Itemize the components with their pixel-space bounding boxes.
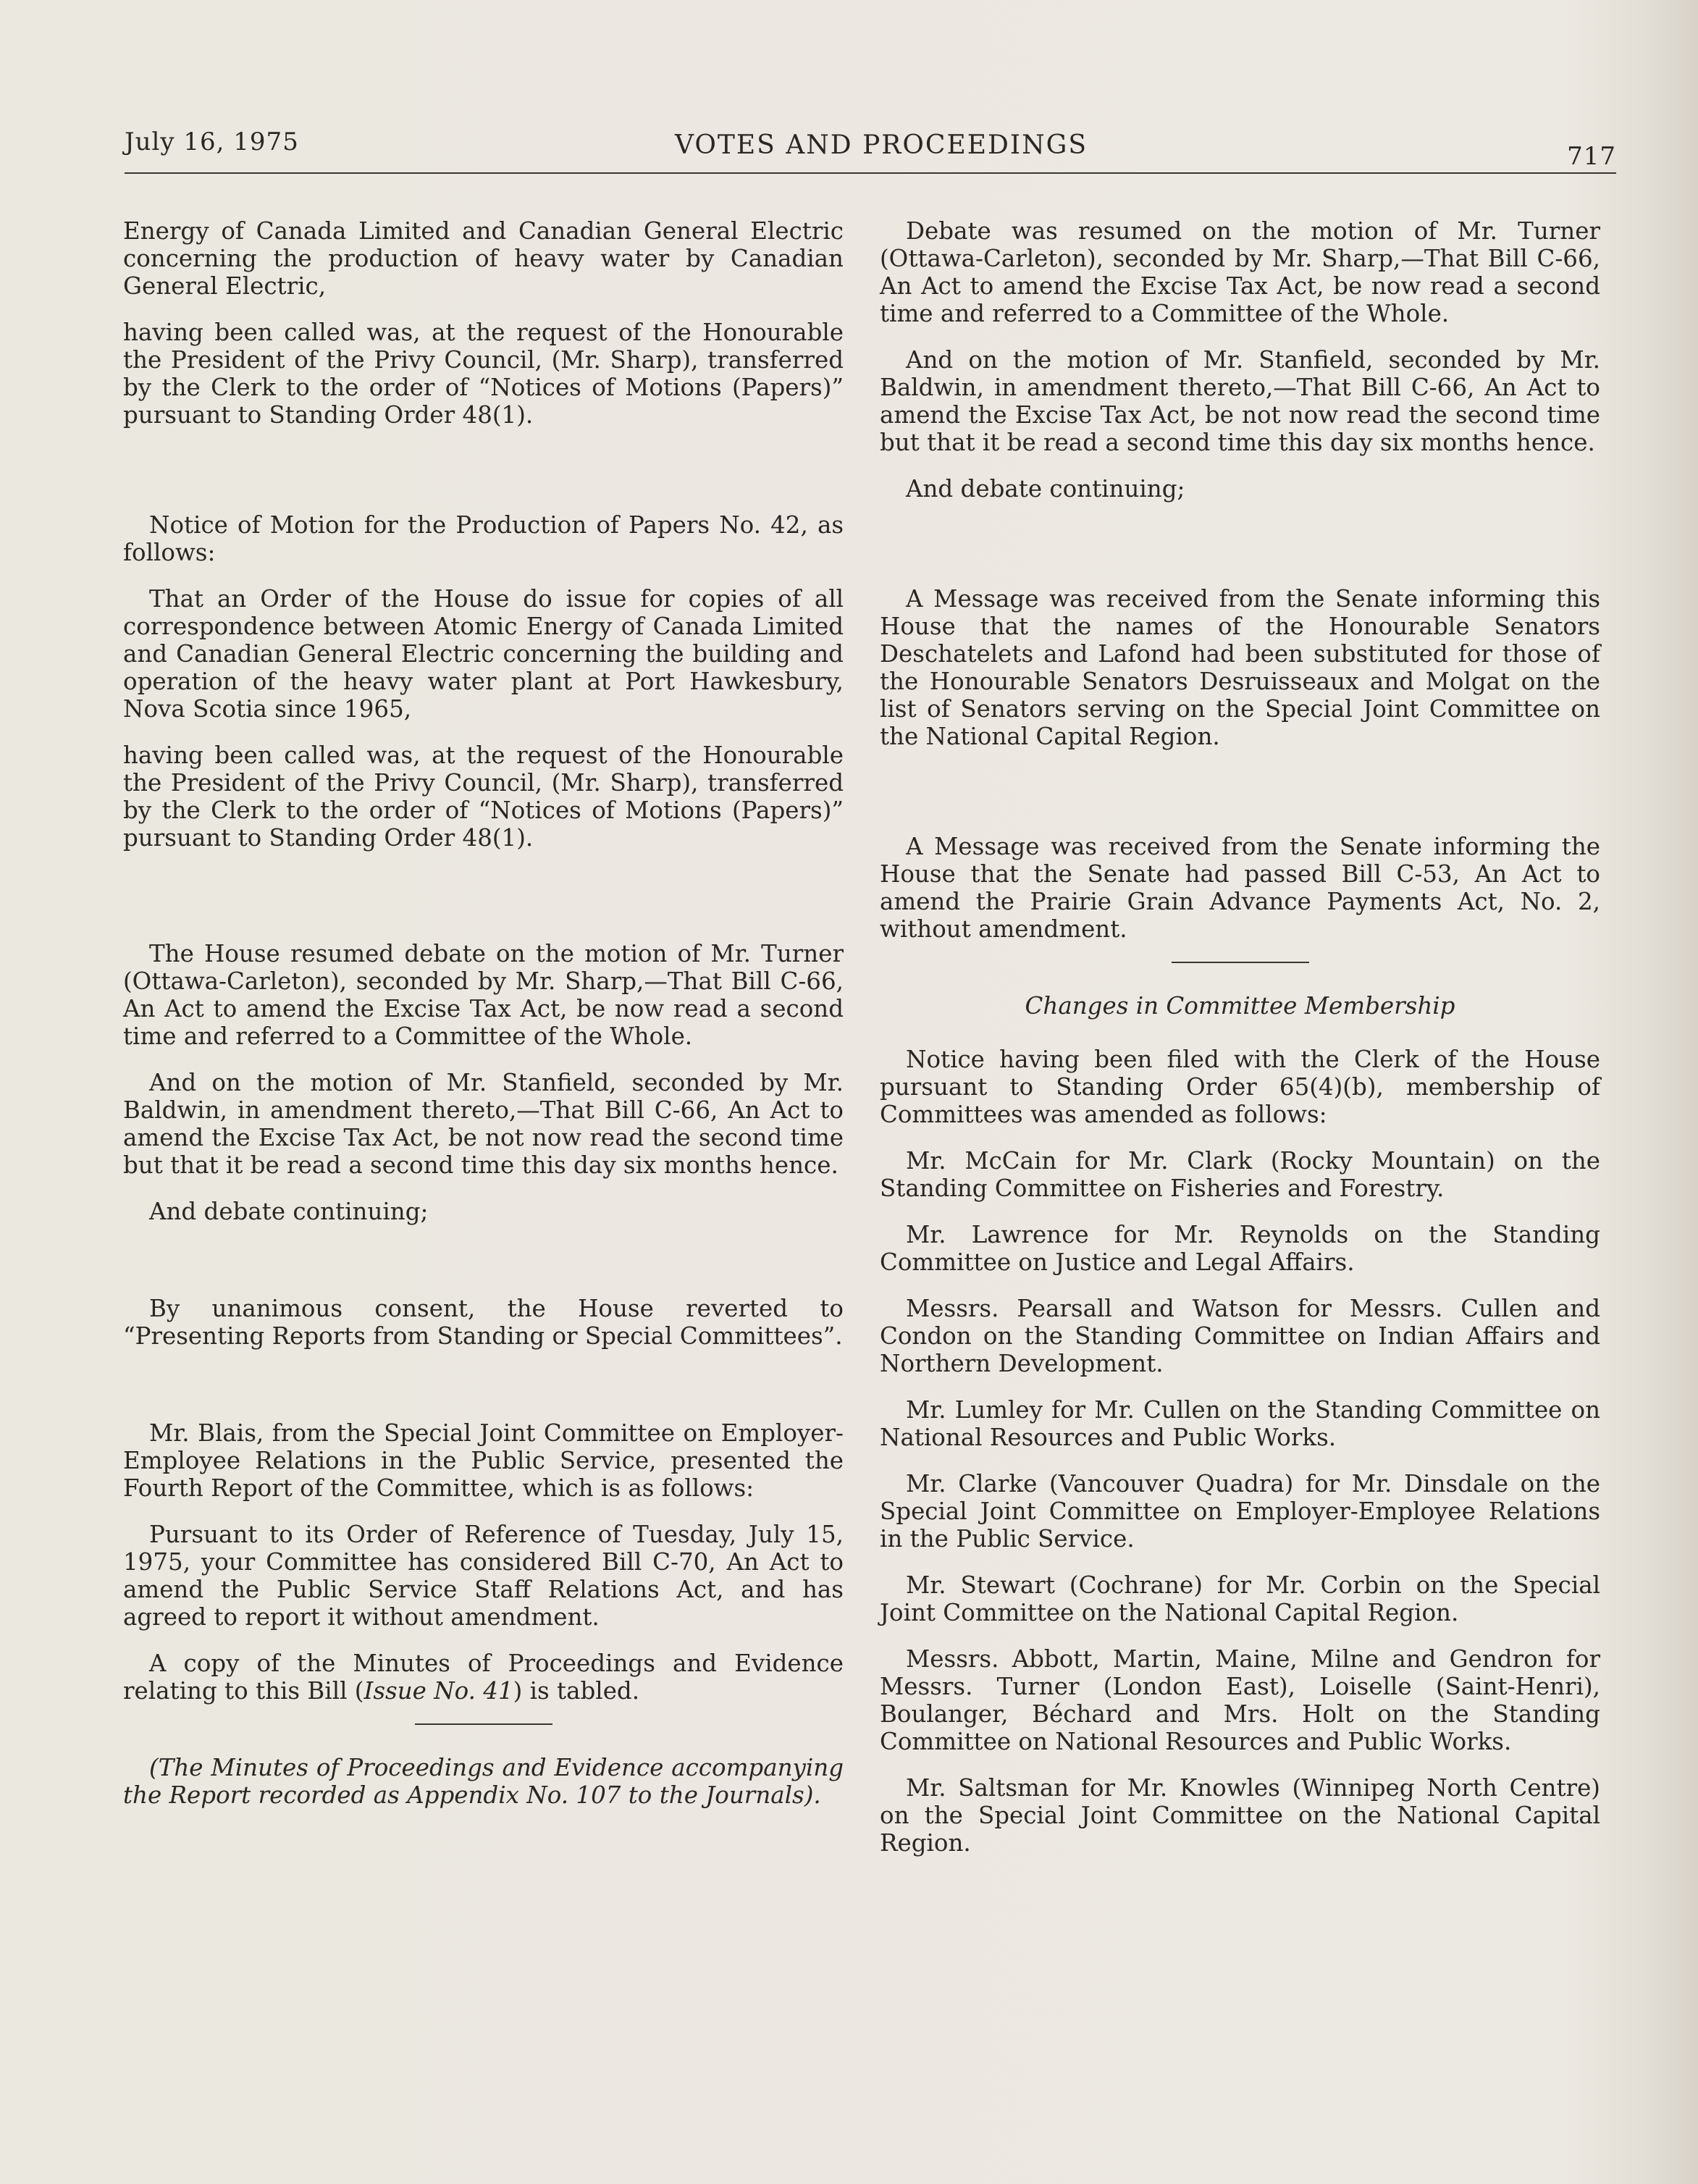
- paragraph: Mr. McCain for Mr. Clark (Rocky Mountain) on the Standing Committee on Fisheries and Forestry.: [880, 1147, 1600, 1202]
- paragraph: And on the motion of Mr. Stanfield, seconded by Mr. Baldwin, in amendment thereto,—That Bill C-66, An Act to amend the Excise Tax Act, be not now read the second time but that it be read a second time this day six months hence.: [123, 1069, 844, 1179]
- paragraph: And debate continuing;: [149, 1198, 429, 1225]
- paragraph: [123, 1650, 844, 1705]
- text-span: A copy of the Minutes of Proceedings and Evidence relating to this Bill (: [123, 1650, 844, 1705]
- paragraph: (The Minutes of Proceedings and Evidence accompanying the Report recorded as Appendix No. 107 to the Journals).: [123, 1754, 844, 1809]
- page-number: 717: [1567, 142, 1616, 171]
- section-divider: [1172, 962, 1309, 963]
- paragraph: By unanimous consent, the House reverted to “Presenting Reports from Standing or Special Committees”.: [123, 1295, 844, 1350]
- paragraph: Notice having been filed with the Clerk of the House pursuant to Standing Order 65(4)(b), membership of Committees was amended as follows:: [880, 1046, 1600, 1128]
- paragraph: The House resumed debate on the motion of Mr. Turner (Ottawa-Carleton), seconded by Mr. Sharp,—That Bill C-66, An Act to amend the Excise Tax Act, be now read a second time and referred to a Committee of the Whole.: [123, 940, 844, 1050]
- header-date: July 16, 1975: [125, 127, 299, 156]
- paragraph: Pursuant to its Order of Reference of Tuesday, July 15, 1975, your Committee has considered Bill C-70, An Act to amend the Public Service Staff Relations Act, and has agreed to report it without amendment.: [123, 1521, 844, 1631]
- paragraph: Messrs. Pearsall and Watson for Messrs. Cullen and Condon on the Standing Committee on Indian Affairs and Northern Development.: [880, 1295, 1600, 1377]
- paragraph: Mr. Clarke (Vancouver Quadra) for Mr. Dinsdale on the Special Joint Committee on Employer-Employee Relations in the Public Service.: [880, 1470, 1600, 1553]
- paragraph: Mr. Lumley for Mr. Cullen on the Standing Committee on National Resources and Public Works.: [880, 1396, 1600, 1451]
- paragraph: Mr. Blais, from the Special Joint Committee on Employer-Employee Relations in the Public Service, presented the Fourth Report of the Committee, which is as follows:: [123, 1419, 844, 1502]
- paragraph: Mr. Stewart (Cochrane) for Mr. Corbin on the Special Joint Committee on the National Capital Region.: [880, 1571, 1600, 1626]
- paragraph: having been called was, at the request of the Honourable the President of the Privy Council, (Mr. Sharp), transferred by the Clerk to the order of “Notices of Motions (Papers)” pursuant to Standing Order 48(1).: [123, 742, 844, 852]
- paragraph: And debate continuing;: [906, 475, 1185, 503]
- paragraph: Mr. Lawrence for Mr. Reynolds on the Standing Committee on Justice and Legal Affairs.: [880, 1221, 1600, 1276]
- paragraph: having been called was, at the request of the Honourable the President of the Privy Council, (Mr. Sharp), transferred by the Clerk to the order of “Notices of Motions (Papers)” pursuant to Standing Order 48(1).: [123, 319, 844, 429]
- text-span: ) is tabled.: [513, 1677, 640, 1705]
- paragraph: Messrs. Abbott, Martin, Maine, Milne and Gendron for Messrs. Turner (London East), Loiselle (Saint-Henri), Boulanger, Béchard and Mrs. Holt on the Standing Committee on National Resources and Public Works.: [880, 1645, 1600, 1755]
- header-title: VOTES AND PROCEEDINGS: [675, 130, 1088, 160]
- paragraph: Notice of Motion for the Production of Papers No. 42, as follows:: [123, 511, 844, 566]
- left-column: [123, 217, 844, 1828]
- header-rule: [125, 172, 1616, 174]
- paragraph: Energy of Canada Limited and Canadian General Electric concerning the production of heavy water by Canadian General Electric,: [123, 217, 844, 300]
- text-span-italic: Issue No. 41: [363, 1677, 513, 1705]
- page-header: [125, 122, 1616, 174]
- right-column: [880, 217, 1600, 1876]
- section-heading: Changes in Committee Membership: [1025, 992, 1455, 1020]
- paragraph: Mr. Saltsman for Mr. Knowles (Winnipeg North Centre) on the Special Joint Committee on the National Capital Region.: [880, 1774, 1600, 1857]
- paragraph: That an Order of the House do issue for copies of all correspondence between Atomic Energy of Canada Limited and Canadian General Electric concerning the building and operation of the heavy water plant at Port Hawkesbury, Nova Scotia since 1965,: [123, 585, 844, 723]
- section-divider: [415, 1723, 552, 1725]
- paragraph: And on the motion of Mr. Stanfield, seconded by Mr. Baldwin, in amendment thereto,—That Bill C-66, An Act to amend the Excise Tax Act, be not now read the second time but that it be read a second time this day six months hence.: [880, 346, 1600, 456]
- paragraph: A Message was received from the Senate informing this House that the names of the Honourable Senators Deschatelets and Lafond had been substituted for those of the Honourable Senators Desruisseaux and Molgat on the list of Senators serving on the Special Joint Committee on the National Capital Region.: [880, 585, 1600, 750]
- paragraph: A Message was received from the Senate informing the House that the Senate had passed Bill C-53, An Act to amend the Prairie Grain Advance Payments Act, No. 2, without amendment.: [880, 833, 1600, 943]
- paragraph: Debate was resumed on the motion of Mr. Turner (Ottawa-Carleton), seconded by Mr. Sharp,—That Bill C-66, An Act to amend the Excise Tax Act, be now read a second time and referred to a Committee of the Whole.: [880, 217, 1600, 327]
